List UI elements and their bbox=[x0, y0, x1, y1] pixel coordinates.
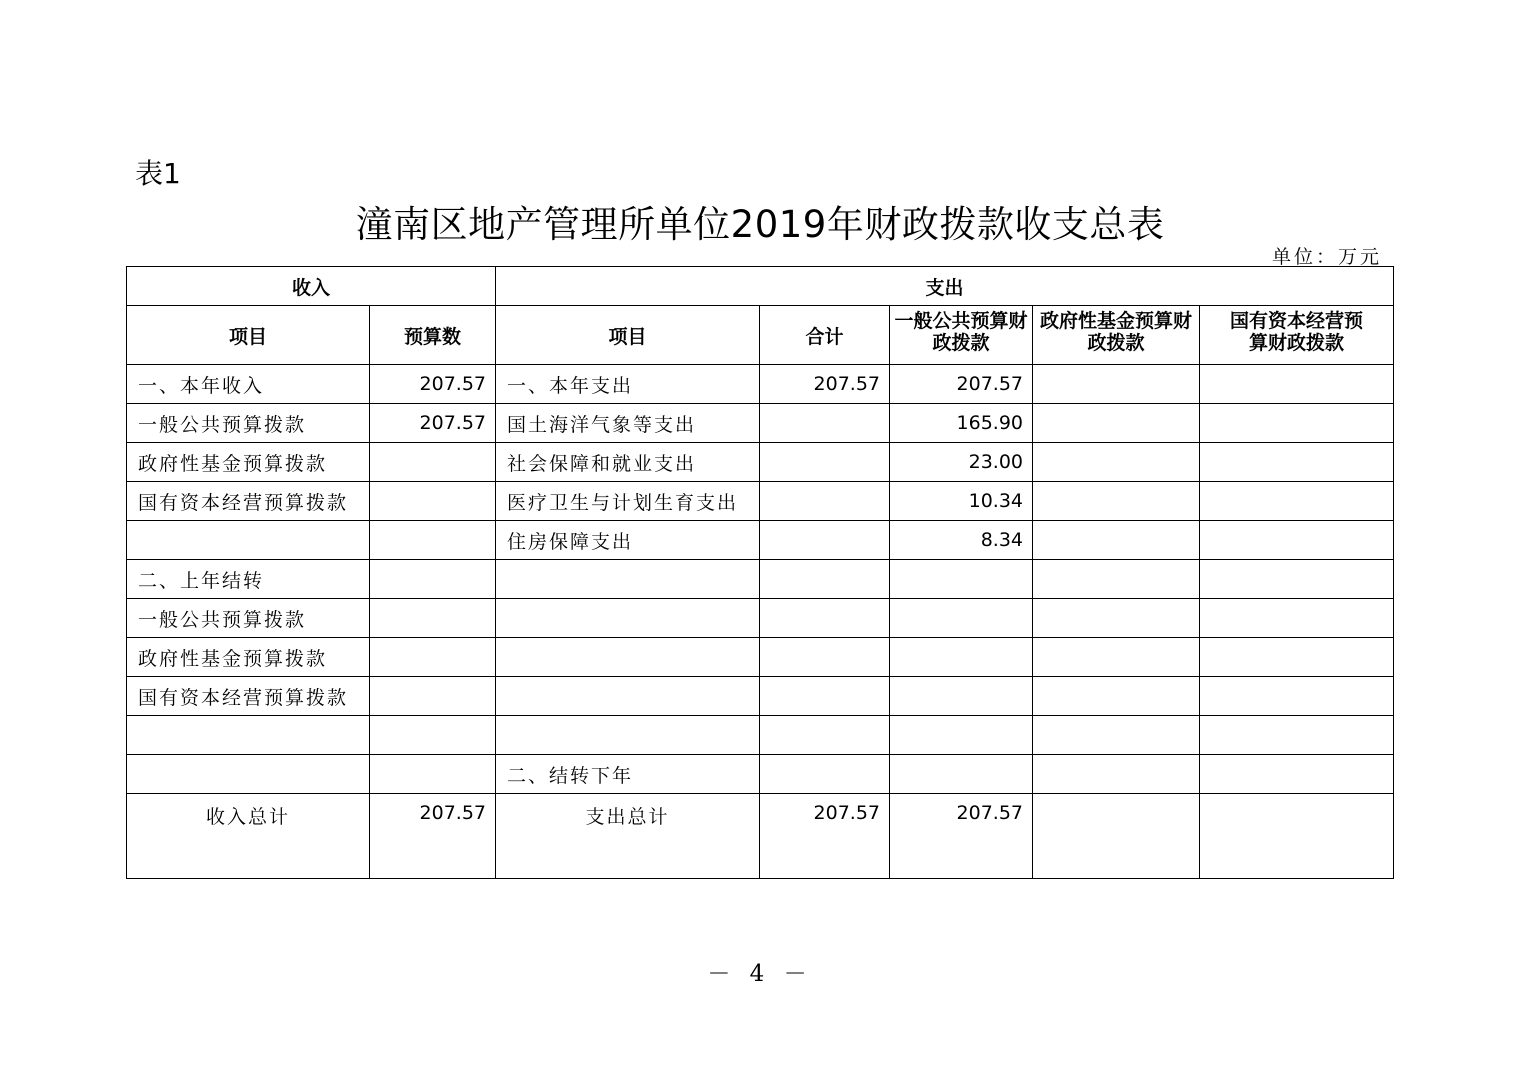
table-row bbox=[127, 716, 1394, 755]
state-capital-cell bbox=[1200, 560, 1394, 599]
income-amount-cell bbox=[370, 599, 496, 638]
general-budget-cell bbox=[890, 560, 1033, 599]
gov-fund-cell bbox=[1033, 521, 1200, 560]
income-item-header: 项目 bbox=[127, 306, 370, 365]
income-item-cell bbox=[127, 521, 370, 560]
expense-item-cell: 医疗卫生与计划生育支出 bbox=[496, 482, 760, 521]
table-row bbox=[127, 638, 1394, 677]
income-item-cell: 国有资本经营预算拨款 bbox=[127, 482, 370, 521]
gov-fund-header: 政府性基金预算财政拨款 bbox=[1033, 306, 1200, 365]
table-row bbox=[127, 365, 1394, 404]
table-row bbox=[127, 677, 1394, 716]
expense-total-cell bbox=[760, 638, 890, 677]
totals-row bbox=[127, 794, 1394, 879]
income-amount-cell: 207.57 bbox=[370, 404, 496, 443]
general-budget-cell bbox=[890, 638, 1033, 677]
document-title: 潼南区地产管理所单位2019年财政拨款收支总表 bbox=[355, 203, 1165, 246]
expense-total-cell: 207.57 bbox=[760, 365, 890, 404]
income-header: 收入 bbox=[127, 267, 496, 306]
table-row bbox=[127, 755, 1394, 794]
income-amount-cell bbox=[370, 443, 496, 482]
income-item-cell: 二、上年结转 bbox=[127, 560, 370, 599]
gov-fund-cell bbox=[1033, 677, 1200, 716]
income-total-label: 收入总计 bbox=[127, 794, 370, 879]
gov-fund-cell bbox=[1033, 755, 1200, 794]
state-capital-cell bbox=[1200, 677, 1394, 716]
gov-fund-cell bbox=[1033, 404, 1200, 443]
table-row bbox=[127, 560, 1394, 599]
expense-total-cell bbox=[760, 677, 890, 716]
income-amount-cell bbox=[370, 677, 496, 716]
state-capital-cell bbox=[1200, 443, 1394, 482]
expense-total-header: 合计 bbox=[760, 306, 890, 365]
expense-total-cell bbox=[760, 599, 890, 638]
general-budget-cell: 10.34 bbox=[890, 482, 1033, 521]
expense-item-cell: 国土海洋气象等支出 bbox=[496, 404, 760, 443]
gov-fund-cell bbox=[1033, 365, 1200, 404]
page-number: － 4 － bbox=[707, 961, 813, 987]
expense-item-cell bbox=[496, 677, 760, 716]
expense-item-cell bbox=[496, 638, 760, 677]
income-amount-cell bbox=[370, 560, 496, 599]
state-capital-cell bbox=[1200, 755, 1394, 794]
general-budget-cell: 8.34 bbox=[890, 521, 1033, 560]
state-capital-cell bbox=[1200, 521, 1394, 560]
expense-item-cell: 二、结转下年 bbox=[496, 755, 760, 794]
income-total-amount: 207.57 bbox=[370, 794, 496, 879]
general-budget-cell bbox=[890, 677, 1033, 716]
income-amount-cell bbox=[370, 482, 496, 521]
header-row-2 bbox=[127, 306, 1394, 365]
income-item-cell: 国有资本经营预算拨款 bbox=[127, 677, 370, 716]
general-budget-cell bbox=[890, 755, 1033, 794]
expense-item-cell: 一、本年支出 bbox=[496, 365, 760, 404]
gov-fund-cell bbox=[1033, 638, 1200, 677]
gov-fund-cell bbox=[1033, 716, 1200, 755]
income-amount-cell bbox=[370, 521, 496, 560]
gov-fund-cell bbox=[1033, 443, 1200, 482]
expense-total-cell bbox=[760, 560, 890, 599]
gov-fund-cell bbox=[1033, 560, 1200, 599]
expense-total-cell bbox=[760, 482, 890, 521]
state-capital-header: 国有资本经营预算财政拨款 bbox=[1200, 306, 1394, 365]
income-item-cell: 一般公共预算拨款 bbox=[127, 404, 370, 443]
income-item-cell bbox=[127, 716, 370, 755]
expense-item-cell: 社会保障和就业支出 bbox=[496, 443, 760, 482]
income-budget-header: 预算数 bbox=[370, 306, 496, 365]
budget-table bbox=[126, 266, 1394, 879]
income-item-cell bbox=[127, 755, 370, 794]
header-row-1 bbox=[127, 267, 1394, 306]
expense-item-header: 项目 bbox=[496, 306, 760, 365]
expense-item-cell bbox=[496, 599, 760, 638]
income-amount-cell bbox=[370, 755, 496, 794]
expense-total-cell bbox=[760, 443, 890, 482]
general-budget-cell: 207.57 bbox=[890, 365, 1033, 404]
table-row bbox=[127, 404, 1394, 443]
expense-item-cell bbox=[496, 716, 760, 755]
table-row bbox=[127, 443, 1394, 482]
income-amount-cell bbox=[370, 638, 496, 677]
general-budget-cell: 23.00 bbox=[890, 443, 1033, 482]
gov-fund-cell bbox=[1033, 482, 1200, 521]
general-budget-header: 一般公共预算财政拨款 bbox=[890, 306, 1033, 365]
state-capital-cell bbox=[1200, 638, 1394, 677]
state-capital-total bbox=[1200, 794, 1394, 879]
expense-header: 支出 bbox=[496, 267, 1394, 306]
income-item-cell: 政府性基金预算拨款 bbox=[127, 638, 370, 677]
expense-total-cell bbox=[760, 404, 890, 443]
state-capital-cell bbox=[1200, 599, 1394, 638]
expense-total-cell bbox=[760, 716, 890, 755]
general-budget-cell: 165.90 bbox=[890, 404, 1033, 443]
income-amount-cell: 207.57 bbox=[370, 365, 496, 404]
income-item-cell: 政府性基金预算拨款 bbox=[127, 443, 370, 482]
table-body bbox=[127, 267, 1394, 879]
general-budget-total: 207.57 bbox=[890, 794, 1033, 879]
state-capital-cell bbox=[1200, 716, 1394, 755]
income-item-cell: 一、本年收入 bbox=[127, 365, 370, 404]
general-budget-cell bbox=[890, 716, 1033, 755]
expense-item-cell bbox=[496, 560, 760, 599]
unit-label: 单位：万元 bbox=[1271, 246, 1382, 268]
state-capital-cell bbox=[1200, 365, 1394, 404]
state-capital-cell bbox=[1200, 482, 1394, 521]
gov-fund-total bbox=[1033, 794, 1200, 879]
general-budget-cell bbox=[890, 599, 1033, 638]
expense-item-cell: 住房保障支出 bbox=[496, 521, 760, 560]
expense-total-cell bbox=[760, 755, 890, 794]
table-row bbox=[127, 482, 1394, 521]
state-capital-cell bbox=[1200, 404, 1394, 443]
table-row bbox=[127, 521, 1394, 560]
gov-fund-cell bbox=[1033, 599, 1200, 638]
income-item-cell: 一般公共预算拨款 bbox=[127, 599, 370, 638]
expense-total-label: 支出总计 bbox=[496, 794, 760, 879]
table-row bbox=[127, 599, 1394, 638]
table-label: 表1 bbox=[135, 157, 181, 190]
expense-total-amount: 207.57 bbox=[760, 794, 890, 879]
income-amount-cell bbox=[370, 716, 496, 755]
expense-total-cell bbox=[760, 521, 890, 560]
